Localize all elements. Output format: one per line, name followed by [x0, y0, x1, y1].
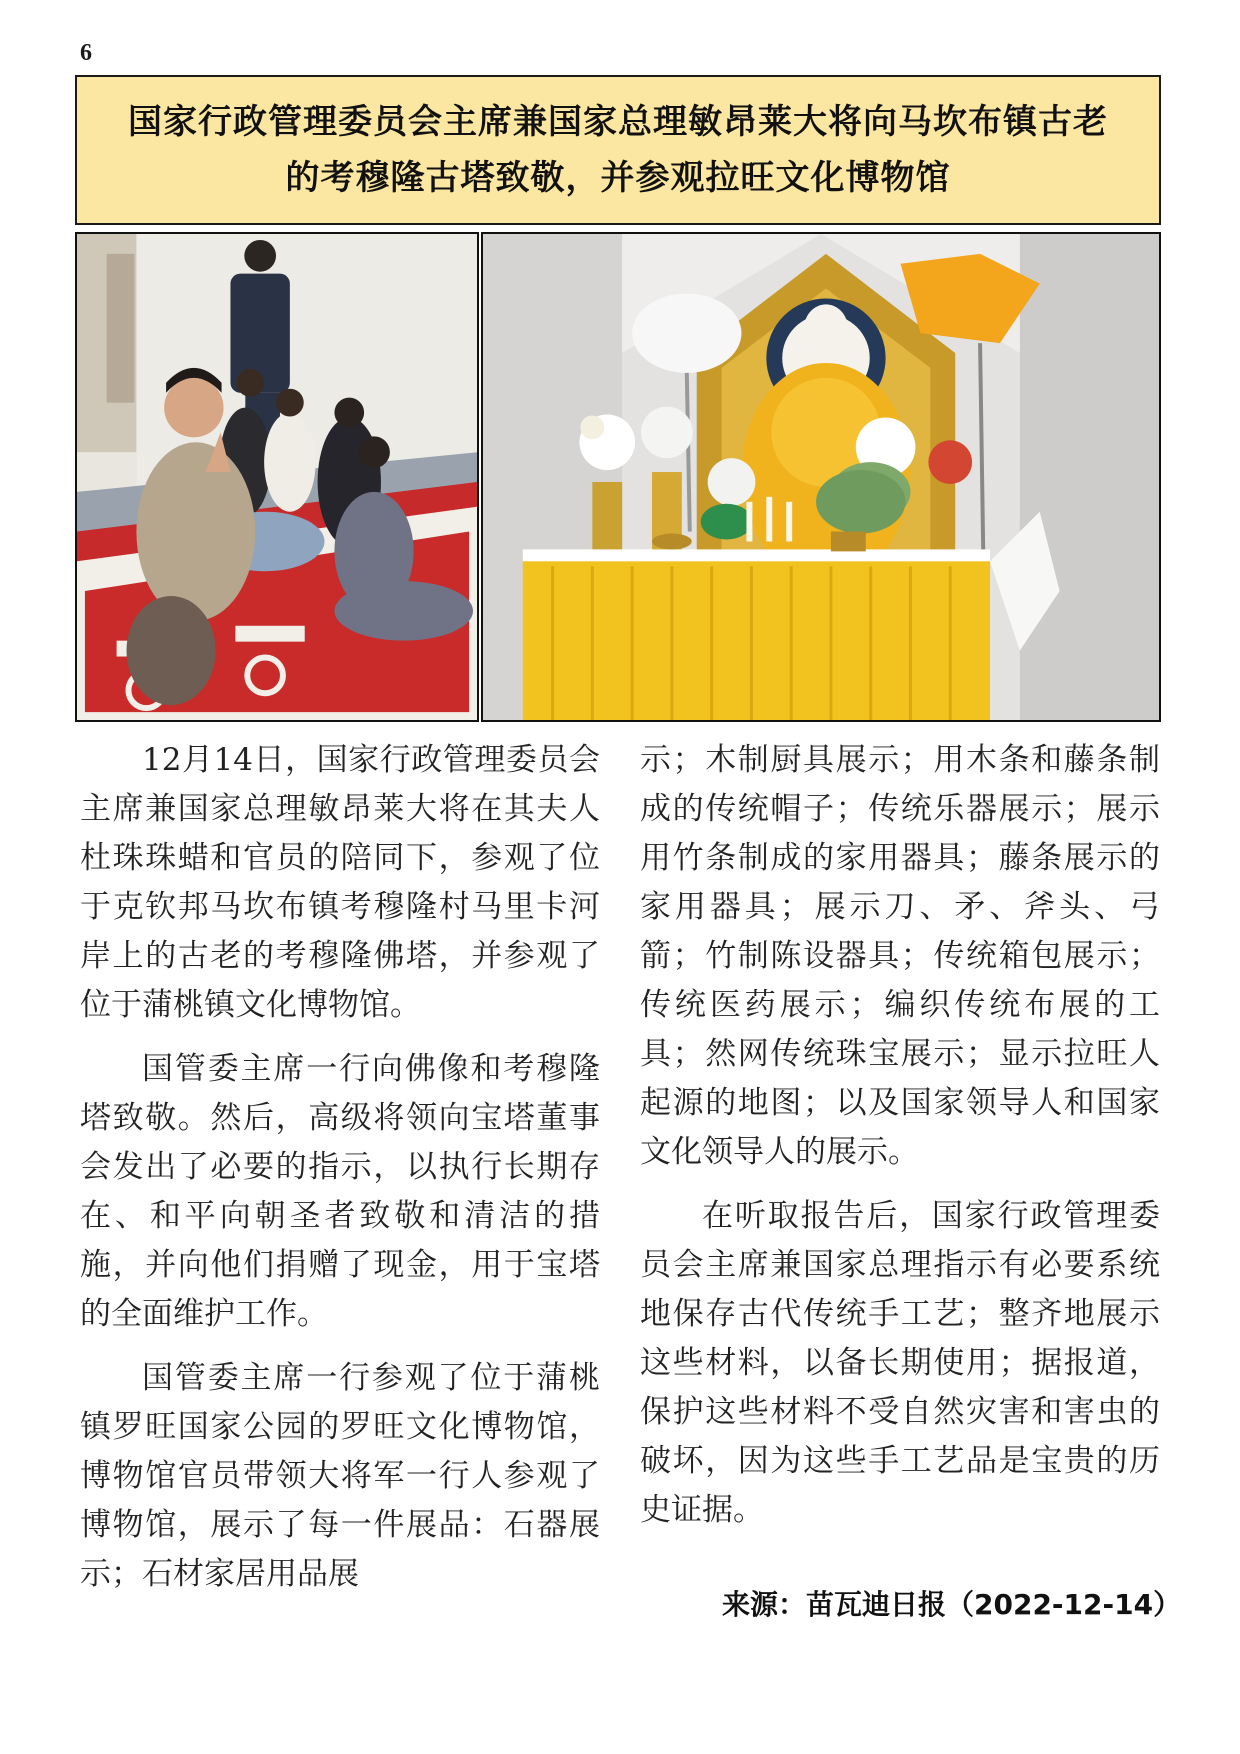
headline-line-2: 的考穆隆古塔致敬，并参观拉旺文化博物馆: [285, 158, 951, 198]
headline-line-1: 国家行政管理委员会主席兼国家总理敏昂莱大将向马坎布镇古老: [128, 102, 1108, 142]
source-credit: 来源：苗瓦迪日报（2022-12-14）: [722, 1588, 1182, 1621]
article-paragraph-2: 国管委主席一行向佛像和考穆隆塔致敬。然后，高级将领向宝塔董事会发出了必要的指示，以执行长期存在、和平向朝圣者致敬和清洁的措施，并向他们捐赠了现金，用于宝塔的全面维护工作。: [80, 1051, 600, 1332]
page-number: 6: [80, 40, 92, 66]
photo-praying-officials: [75, 232, 479, 722]
article-paragraph-3: 国管委主席一行参观了位于蒲桃镇罗旺国家公园的罗旺文化博物馆，博物馆官员带领大将军一行人参观了博物馆，展示了每一件展品：石器展示；石材家居用品展: [80, 1360, 600, 1592]
photo-buddha-shrine-image: [483, 234, 1159, 720]
headline-box: [75, 75, 1161, 225]
photo-buddha-shrine: [481, 232, 1161, 722]
article-paragraph-3-continued: 示；木制厨具展示；用木条和藤条制成的传统帽子；传统乐器展示；展示用竹条制成的家用器具；藤条展示的家用器具；展示刀、矛、斧头、弓箭；竹制陈设器具；传统箱包展示；传统医药展示；编织传统布展的工具；然网传统珠宝展示；显示拉旺人起源的地图；以及国家领导人和国家文化领导人的展示。: [640, 742, 1160, 1170]
article-paragraph-1: 12月14日，国家行政管理委员会主席兼国家总理敏昂莱大将在其夫人杜珠珠蜡和官员的陪同下，参观了位于克钦邦马坎布镇考穆隆村马里卡河岸上的古老的考穆隆佛塔，并参观了位于蒲桃镇文化博物馆。: [80, 742, 600, 1023]
article-paragraph-4: 在听取报告后，国家行政管理委员会主席兼国家总理指示有必要系统地保存古代传统手工艺；整齐地展示这些材料，以备长期使用；据报道，保护这些材料不受自然灾害和害虫的破坏，因为这些手工艺品是宝贵的历史证据。: [640, 1198, 1160, 1528]
article-column-right: [640, 736, 1160, 1535]
photo-praying-officials-image: [77, 234, 477, 720]
article-column-left: [80, 736, 600, 1599]
